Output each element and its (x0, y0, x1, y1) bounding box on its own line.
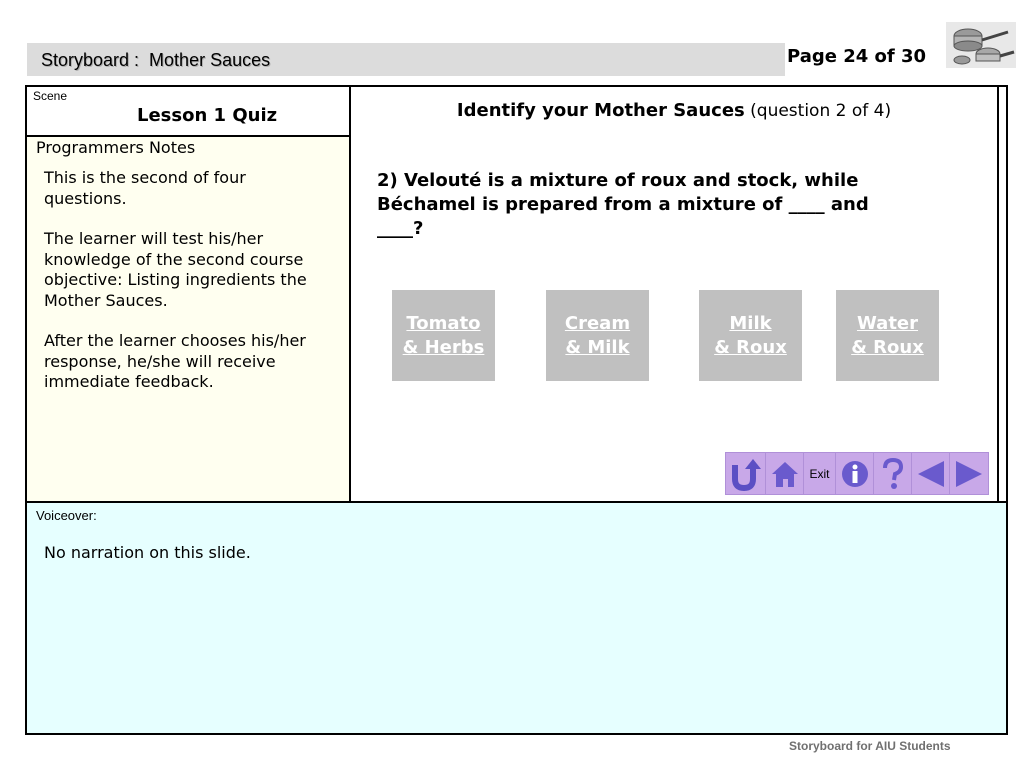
footer-text: Storyboard for AIU Students (789, 739, 951, 753)
exit-button[interactable] (804, 453, 836, 494)
voiceover-label: Voiceover: (36, 508, 97, 523)
home-button[interactable] (766, 453, 804, 494)
help-icon (881, 458, 905, 490)
voiceover-text: No narration on this slide. (44, 543, 251, 562)
notes-body (44, 168, 314, 413)
page-number: Page 24 of 30 (787, 46, 927, 67)
notes-paragraph: This is the second of four questions. (44, 168, 246, 208)
info-icon (840, 459, 870, 489)
programmer-notes-panel (27, 137, 351, 501)
storyboard-title: Storyboard : Mother Sauces (41, 50, 271, 70)
info-button[interactable] (836, 453, 874, 494)
forward-arrow-icon (954, 459, 984, 489)
scene-label: Scene (33, 89, 68, 103)
answer-option-tomato-herbs[interactable] (392, 290, 495, 381)
answer-option-cream-milk[interactable] (546, 290, 649, 381)
forward-button[interactable] (950, 453, 988, 494)
measuring-cups-icon (946, 22, 1016, 68)
question-heading (351, 100, 997, 121)
navigation-bar (725, 452, 989, 495)
answer-option-label[interactable]: Tomato & Herbs (402, 312, 485, 358)
answer-option-label[interactable]: Cream & Milk (564, 312, 631, 358)
storyboard-title-bar (27, 43, 785, 76)
question-counter: (question 2 of 4) (744, 101, 892, 121)
answer-option-label[interactable]: Milk & Roux (714, 312, 787, 358)
slide-preview (351, 87, 999, 501)
notes-paragraph: After the learner chooses his/her response, he/she will receive immediate feedback. (44, 331, 306, 391)
scene-title: Lesson 1 Quiz (137, 105, 278, 126)
question-heading-title: Identify your Mother Sauces (456, 100, 745, 121)
back-button[interactable] (912, 453, 950, 494)
help-button[interactable] (874, 453, 912, 494)
voiceover-panel (27, 503, 1006, 733)
answer-option-water-roux[interactable] (836, 290, 939, 381)
answer-option-label[interactable]: Water & Roux (851, 312, 924, 358)
notes-paragraph: The learner will test his/her knowledge of the second course objective: Listing ingredients the Mother Sauces. (44, 229, 307, 310)
back-arrow-icon (916, 459, 946, 489)
home-icon (770, 459, 800, 489)
u-turn-icon (730, 457, 762, 491)
exit-label[interactable]: Exit (809, 466, 830, 481)
u-turn-button[interactable] (726, 453, 766, 494)
answer-option-milk-roux[interactable] (699, 290, 802, 381)
question-text: 2) Velouté is a mixture of roux and stock, while Béchamel is prepared from a mixture of ____ and ____? (377, 170, 869, 239)
notes-label: Programmers Notes (36, 138, 196, 157)
scene-panel (27, 87, 351, 137)
